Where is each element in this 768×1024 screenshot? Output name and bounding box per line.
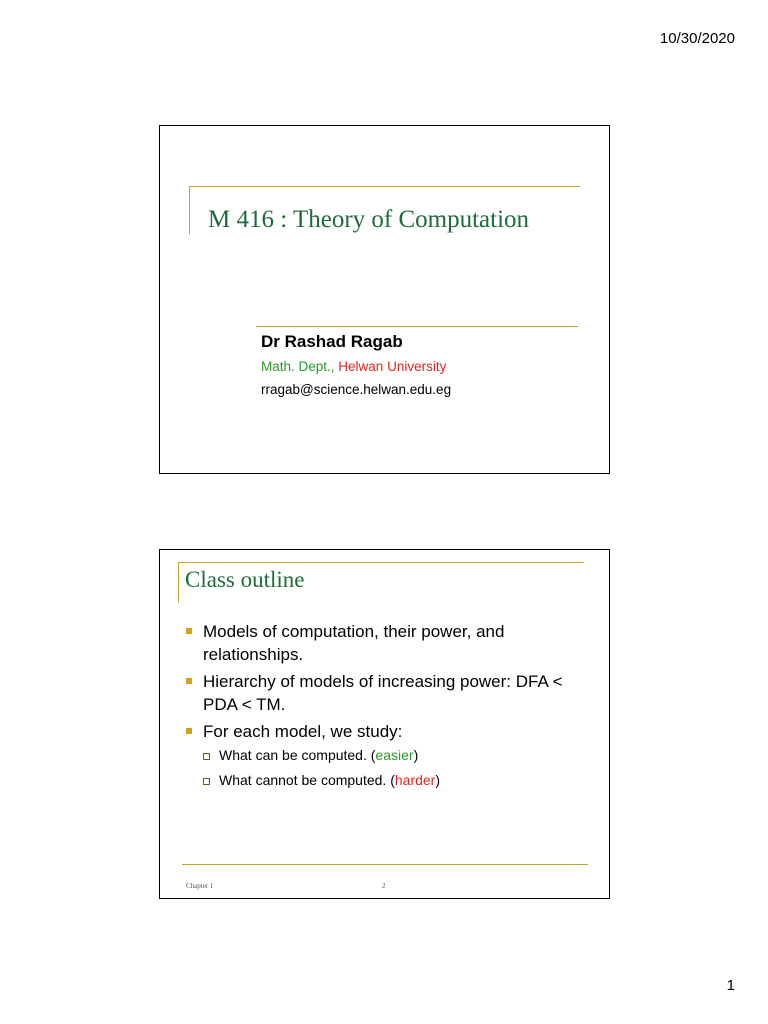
bullet-square-icon bbox=[186, 678, 192, 684]
title-slide bbox=[159, 125, 610, 474]
outline-bullets bbox=[186, 620, 586, 795]
outline-top-rule bbox=[178, 562, 584, 563]
page-date: 10/30/2020 bbox=[659, 30, 735, 47]
outline-side-rule bbox=[178, 562, 179, 602]
sub-bullet-text: What can be computed. ( bbox=[219, 747, 376, 763]
author-email: rragab@science.helwan.edu.eg bbox=[261, 382, 452, 397]
sub-bullet-item bbox=[203, 770, 586, 790]
harder-label: harder bbox=[394, 772, 436, 788]
sub-bullet-item bbox=[203, 745, 586, 765]
sub-bullet-suffix: ) bbox=[435, 772, 441, 788]
bullet-item bbox=[186, 720, 586, 790]
title-side-rule bbox=[189, 186, 190, 234]
footer-chapter: Chapter 1 bbox=[186, 882, 214, 890]
hollow-square-icon bbox=[203, 778, 210, 785]
author-rule bbox=[256, 326, 578, 327]
university-name: Helwan University bbox=[338, 359, 447, 374]
bullet-square-icon bbox=[186, 728, 192, 734]
bullet-item bbox=[186, 620, 586, 666]
bullet-text: Models of computation, their power, and relationships. bbox=[203, 622, 505, 664]
footer-rule bbox=[182, 864, 588, 865]
author-name: Dr Rashad Ragab bbox=[261, 332, 403, 351]
bullet-text: For each model, we study: bbox=[203, 722, 403, 741]
bullet-item bbox=[186, 670, 586, 716]
sub-bullets bbox=[203, 745, 586, 790]
sub-bullet-suffix: ) bbox=[413, 747, 419, 763]
bullet-square-icon bbox=[186, 628, 192, 634]
outline-title: Class outline bbox=[185, 567, 305, 592]
page-number: 1 bbox=[726, 977, 735, 994]
department bbox=[261, 359, 446, 374]
sub-bullet-text: What cannot be computed. ( bbox=[219, 772, 395, 788]
title-top-rule bbox=[189, 186, 580, 187]
footer-slide-number: 2 bbox=[382, 882, 386, 890]
outline-slide bbox=[159, 549, 610, 899]
bullet-text: Hierarchy of models of increasing power: DFA < PDA < TM. bbox=[203, 672, 563, 714]
hollow-square-icon bbox=[203, 753, 210, 760]
dept-text: Math. Dept., bbox=[261, 359, 339, 374]
easier-label: easier bbox=[375, 747, 414, 763]
slide-title: M 416 : Theory of Computation bbox=[208, 206, 530, 233]
